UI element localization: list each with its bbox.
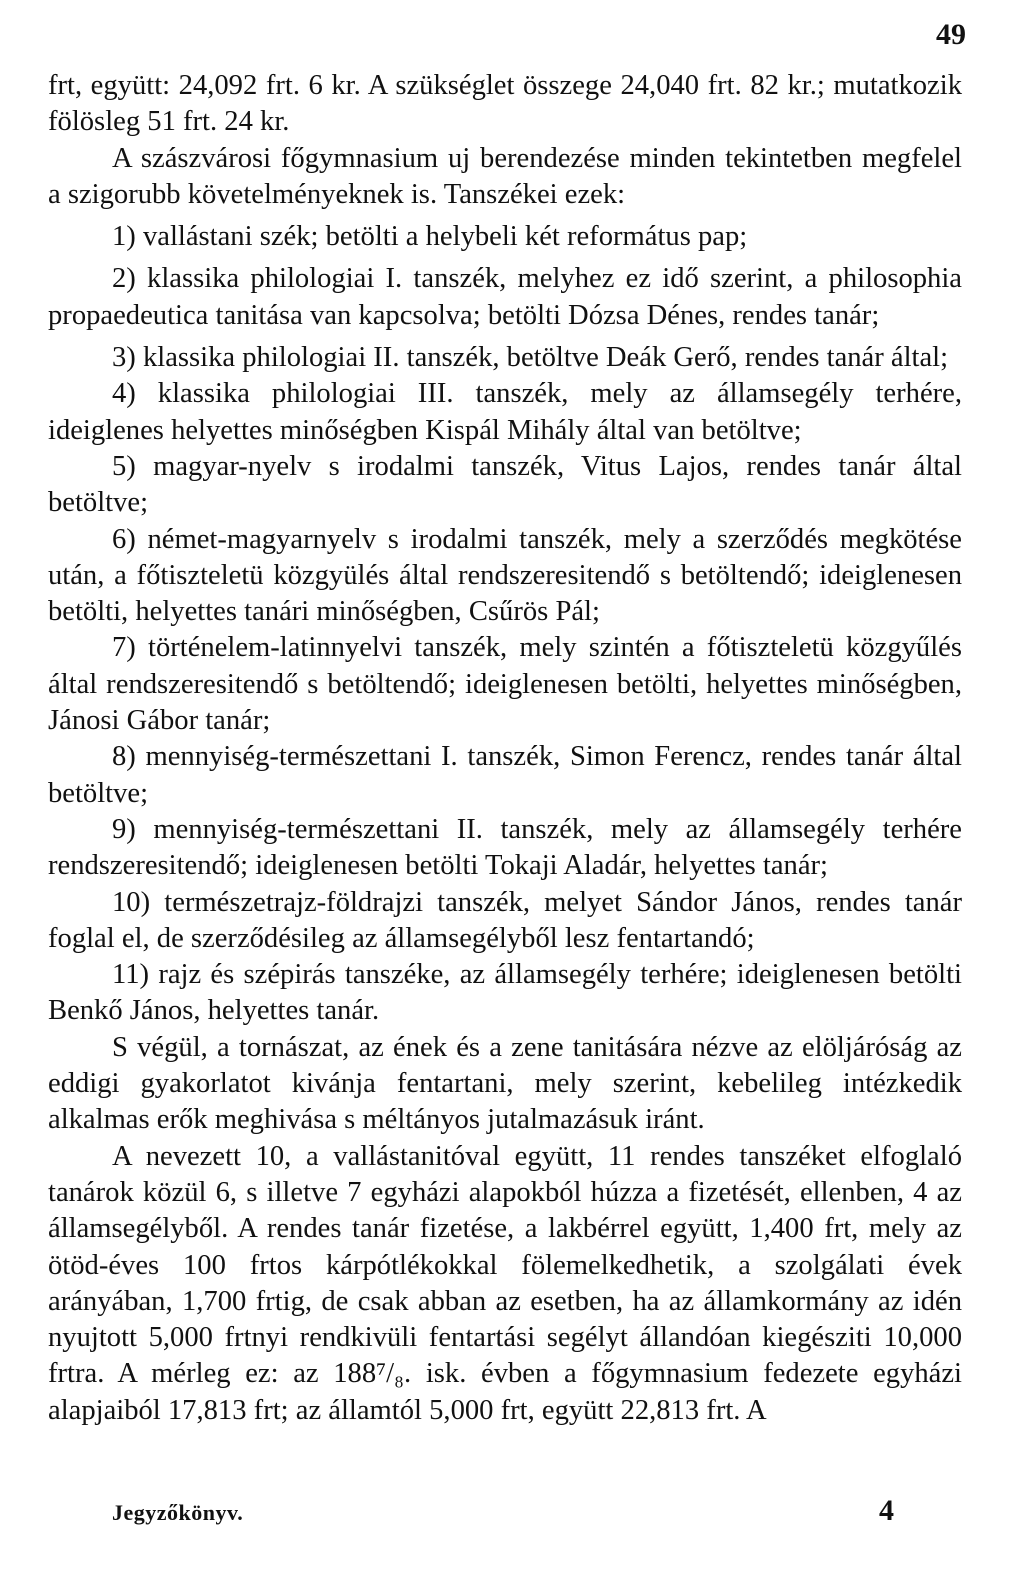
list-item-10: 10) természetrajz-földrajzi tanszék, melyet Sándor János, rendes tanár foglal el, de szerződésileg az államsegélyből lesz fentartandó; [48,886,962,954]
list-item-3: 3) klassika philologiai II. tanszék, betöltve Deák Gerő, rendes tanár által; [112,342,949,374]
paragraph-intro: A szászvárosi főgymnasium uj berendezése minden tekintetben megfelel a szigorubb követelményeknek is. Tanszékei ezek: [48,142,962,210]
list-item-4: 4) klassika philologiai III. tanszék, mely az államsegély terhére, ideiglenes helyettes minőségben Kispál Mihály által van betöltve; [48,378,962,446]
list-item-6: 6) német-magyarnyelv s irodalmi tanszék, mely a szerződés megkötése után, a főtiszteletü közgyülés által rendszeresitendő s betöltendő; ideiglenesen betölti, helyettes tanári minőségben, Csűrös Pál; [48,523,962,628]
paragraph-continuation: frt, együtt: 24,092 frt. 6 kr. A szükséglet összege 24,040 frt. 82 kr.; mutatkozik fölösleg 51 frt. 24 kr. [48,70,962,138]
list-item-9: 9) mennyiség-természettani II. tanszék, mely az államsegély terhére rendszeresitendő; ideiglenesen betölti Tokaji Aladár, helyettes tanár; [48,813,962,882]
list-item-1: 1) vallástani szék; betölti a helybeli két református pap; [112,221,748,253]
list-item-7: 7) történelem-latinnyelvi tanszék, mely szintén a főtiszteletü közgyűlés által rendszeresitendő s betöltendő; ideiglenesen betölti, helyettes minőségben, Jánosi Gábor tanár; [48,632,962,737]
list-item-2: 2) klassika philologiai I. tanszék, melyhez ez idő szerint, a philosophia propaedeutica tanitása van kapcsolva; betölti Dózsa Dénes, rendes tanár; [48,263,962,331]
list-item-8: 8) mennyiség-természettani I. tanszék, Simon Ferencz, rendes tanár által betöltve; [48,741,962,809]
page-number: 49 [936,18,966,51]
page-footer [112,1494,894,1528]
body-text [48,68,962,1429]
paragraph-salaries: A nevezett 10, a vallástanitóval együtt, 11 rendes tanszéket elfoglaló tanárok közül 6, s illetve 7 egyházi alapokból húzza a fizetését, ellenben, 4 az államsegélyből. A rendes tanár fizetése, a lakbérrel együtt, 1,400 frt, mely az ötöd-éves 100 frtos kárpótlékokkal fölemelkedhetik, a szolgálati évek arányában, 1,700 frtig, de csak abban az esetben, ha az államkormány az idén nyujtott 5,000 frtnyi rendkivüli fentartási segélyt állandóan kiegésziti 10,000 frtra. A mérleg ez: az 188⁷/₈. isk. évben a főgymnasium fedezete egyházi alapjaiból 17,813 frt; az államtól 5,000 frt, együtt 22,813 frt. A [48,1140,962,1426]
list-item-11: 11) rajz és szépirás tanszéke, az államsegély terhére; ideiglenesen betölti Benkő János, helyettes tanár. [48,959,962,1027]
sheet-number: 4 [879,1494,894,1527]
list-item-5: 5) magyar-nyelv s irodalmi tanszék, Vitus Lajos, rendes tanár által betöltve; [48,450,962,519]
paragraph-gymnastics: S végül, a tornászat, az ének és a zene tanitására nézve az elöljáróság az eddigi gyakorlatot kivánja fentartani, mely szerint, kebelileg intézkedik alkalmas erők meghivása s méltányos jutalmazásuk iránt. [48,1031,962,1136]
signature-mark: Jegyzőkönyv. [112,1500,244,1525]
